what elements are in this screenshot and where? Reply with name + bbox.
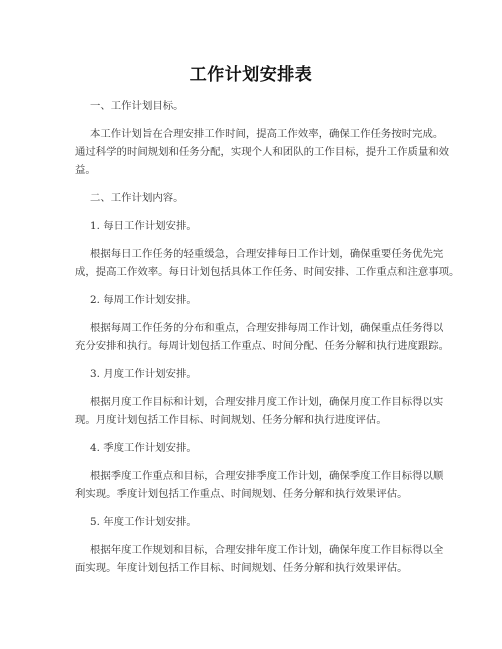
paragraph-line: 成，提高工作效率。每日计划包括具体工作任务、时间安排、工作重点和注意事项。 [75,266,460,278]
paragraph-line: 根据月度工作目标和计划，合理安排月度工作计划，确保月度工作目标得以实 [90,396,444,408]
paragraph-line: 通过科学的时间规划和任务分配，实现个人和团队的工作目标，提升工作质量和效 [75,146,450,158]
subsection-heading-daily: 1. 每日工作计划安排。 [90,220,197,232]
document-title: 工作计划安排表 [189,65,313,85]
subsection-heading-weekly: 2. 每周工作计划安排。 [90,294,197,306]
paragraph-line: 根据每周工作任务的分布和重点，合理安排每周工作计划，确保重点任务得以 [90,322,444,334]
section-heading-goals: 一、工作计划目标。 [90,100,184,112]
paragraph-line: 现。月度计划包括工作目标、时间规划、任务分解和执行进度评估。 [75,414,387,426]
paragraph-line: 本工作计划旨在合理安排工作时间，提高工作效率，确保工作任务按时完成。 [90,128,444,140]
paragraph-line: 根据季度工作重点和目标，合理安排季度工作计划，确保季度工作目标得以顺 [90,470,444,482]
paragraph-line: 根据年度工作规划和目标，合理安排年度工作计划，确保年度工作目标得以全 [90,544,444,556]
paragraph-line: 利实现。季度计划包括工作重点、时间规划、任务分解和执行效果评估。 [75,488,408,500]
paragraph-line: 根据每日工作任务的轻重缓急，合理安排每日工作计划，确保重要任务优先完 [90,248,444,260]
paragraph-line: 益。 [75,164,96,176]
subsection-heading-annual: 5. 年度工作计划安排。 [90,516,197,528]
paragraph-line: 充分安排和执行。每周计划包括工作重点、时间分配、任务分解和执行进度跟踪。 [75,340,450,352]
paragraph-line: 面实现。年度计划包括工作目标、时间规划、任务分解和执行效果评估。 [75,562,408,574]
subsection-heading-quarterly: 4. 季度工作计划安排。 [90,442,197,454]
subsection-heading-monthly: 3. 月度工作计划安排。 [90,368,197,380]
section-heading-content: 二、工作计划内容。 [90,192,184,204]
